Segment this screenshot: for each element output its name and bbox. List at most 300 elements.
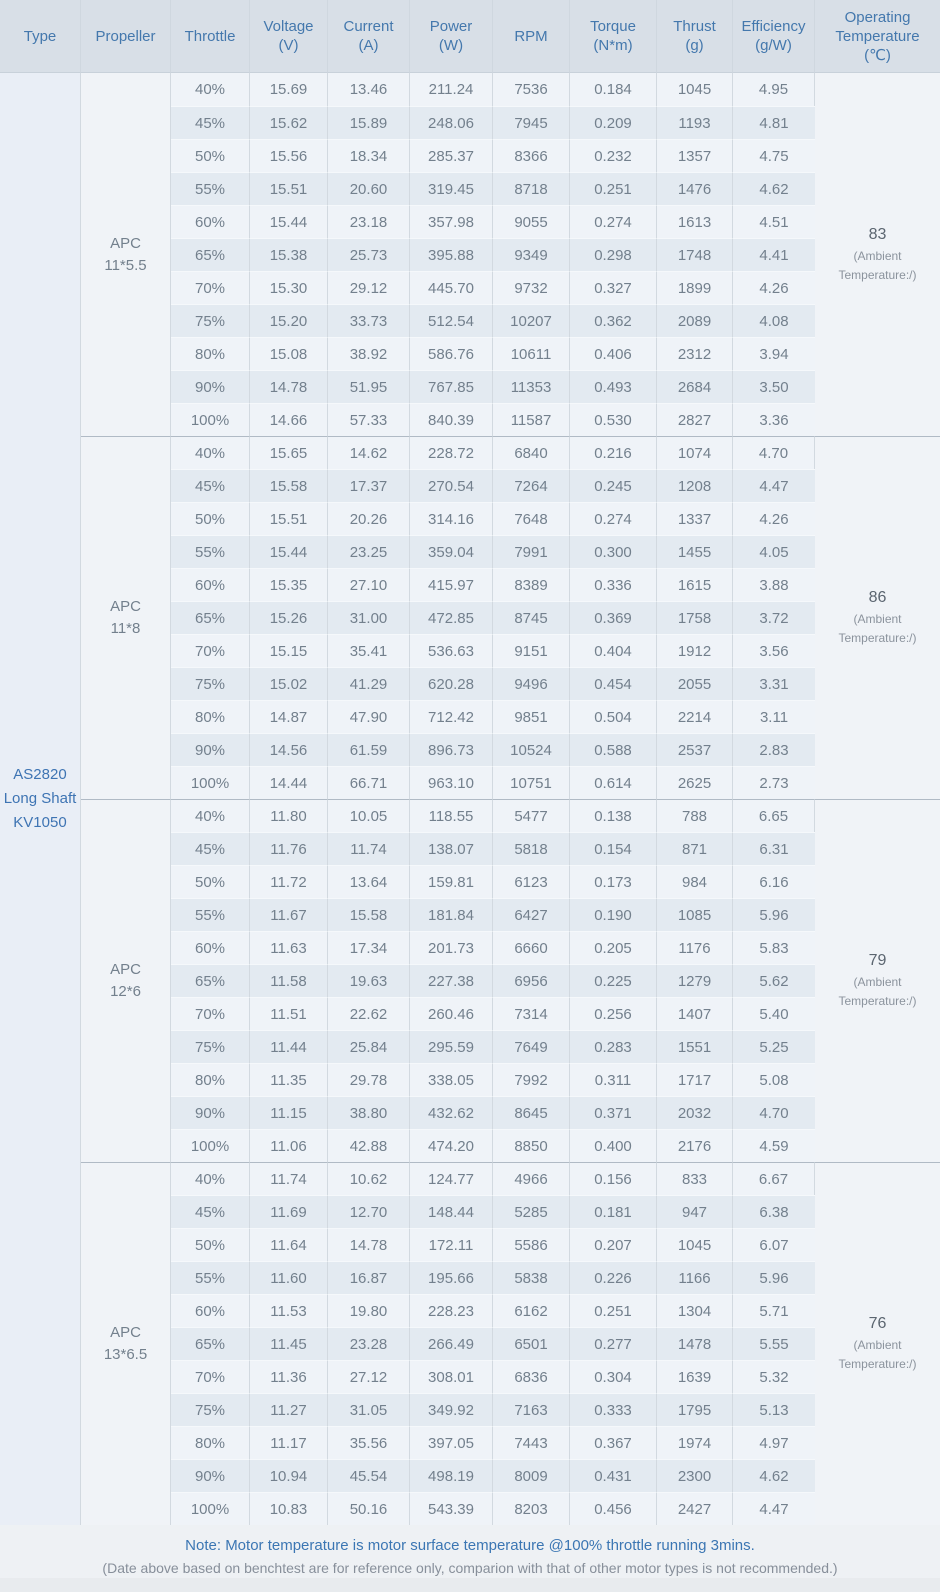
cell-rpm: 9496 bbox=[493, 667, 570, 700]
cell-current: 18.34 bbox=[328, 139, 410, 172]
cell-torque: 0.406 bbox=[570, 337, 657, 370]
cell-voltage: 11.74 bbox=[250, 1162, 328, 1195]
cell-voltage: 11.15 bbox=[250, 1096, 328, 1129]
cell-voltage: 15.58 bbox=[250, 469, 328, 502]
cell-throttle: 70% bbox=[171, 271, 250, 304]
cell-voltage: 11.44 bbox=[250, 1030, 328, 1063]
cell-efficiency: 5.83 bbox=[733, 931, 815, 964]
cell-thrust: 1085 bbox=[657, 898, 733, 931]
cell-rpm: 7314 bbox=[493, 997, 570, 1030]
cell-rpm: 6123 bbox=[493, 865, 570, 898]
cell-throttle: 65% bbox=[171, 238, 250, 271]
cell-current: 19.63 bbox=[328, 964, 410, 997]
cell-voltage: 15.02 bbox=[250, 667, 328, 700]
cell-power: 138.07 bbox=[410, 832, 493, 865]
cell-power: 228.23 bbox=[410, 1294, 493, 1327]
temperature-value: 76 bbox=[868, 1315, 887, 1332]
cell-power: 201.73 bbox=[410, 931, 493, 964]
cell-thrust: 1045 bbox=[657, 73, 733, 106]
cell-thrust: 833 bbox=[657, 1162, 733, 1195]
cell-voltage: 15.56 bbox=[250, 139, 328, 172]
cell-torque: 0.226 bbox=[570, 1261, 657, 1294]
cell-voltage: 14.44 bbox=[250, 766, 328, 799]
cell-efficiency: 6.67 bbox=[733, 1162, 815, 1195]
cell-current: 29.12 bbox=[328, 271, 410, 304]
cell-power: 445.70 bbox=[410, 271, 493, 304]
cell-throttle: 90% bbox=[171, 370, 250, 403]
cell-torque: 0.298 bbox=[570, 238, 657, 271]
cell-power: 248.06 bbox=[410, 106, 493, 139]
cell-rpm: 7648 bbox=[493, 502, 570, 535]
cell-thrust: 1176 bbox=[657, 931, 733, 964]
cell-power: 260.46 bbox=[410, 997, 493, 1030]
cell-power: 432.62 bbox=[410, 1096, 493, 1129]
cell-power: 498.19 bbox=[410, 1459, 493, 1492]
cell-voltage: 11.80 bbox=[250, 799, 328, 832]
cell-rpm: 6836 bbox=[493, 1360, 570, 1393]
table-row bbox=[0, 73, 940, 106]
cell-thrust: 1357 bbox=[657, 139, 733, 172]
cell-current: 20.26 bbox=[328, 502, 410, 535]
cell-efficiency: 5.25 bbox=[733, 1030, 815, 1063]
cell-thrust: 2312 bbox=[657, 337, 733, 370]
cell-torque: 0.371 bbox=[570, 1096, 657, 1129]
cell-throttle: 65% bbox=[171, 964, 250, 997]
cell-efficiency: 4.08 bbox=[733, 304, 815, 337]
cell-voltage: 11.64 bbox=[250, 1228, 328, 1261]
cell-thrust: 2827 bbox=[657, 403, 733, 436]
temperature-value: 86 bbox=[868, 589, 887, 606]
cell-current: 31.05 bbox=[328, 1393, 410, 1426]
cell-thrust: 1551 bbox=[657, 1030, 733, 1063]
cell-efficiency: 2.73 bbox=[733, 766, 815, 799]
cell-torque: 0.404 bbox=[570, 634, 657, 667]
cell-voltage: 15.51 bbox=[250, 502, 328, 535]
cell-efficiency: 4.05 bbox=[733, 535, 815, 568]
cell-voltage: 11.67 bbox=[250, 898, 328, 931]
cell-power: 536.63 bbox=[410, 634, 493, 667]
cell-rpm: 6501 bbox=[493, 1327, 570, 1360]
cell-efficiency: 4.26 bbox=[733, 502, 815, 535]
cell-power: 767.85 bbox=[410, 370, 493, 403]
cell-efficiency: 4.47 bbox=[733, 469, 815, 502]
table-row bbox=[0, 436, 940, 469]
table-row bbox=[0, 799, 940, 832]
cell-power: 266.49 bbox=[410, 1327, 493, 1360]
cell-throttle: 75% bbox=[171, 304, 250, 337]
cell-torque: 0.493 bbox=[570, 370, 657, 403]
table-header bbox=[0, 0, 940, 73]
cell-throttle: 40% bbox=[171, 436, 250, 469]
cell-voltage: 15.38 bbox=[250, 238, 328, 271]
cell-power: 349.92 bbox=[410, 1393, 493, 1426]
cell-throttle: 100% bbox=[171, 766, 250, 799]
cell-efficiency: 5.13 bbox=[733, 1393, 815, 1426]
cell-thrust: 984 bbox=[657, 865, 733, 898]
table-row bbox=[0, 1162, 940, 1195]
cell-power: 181.84 bbox=[410, 898, 493, 931]
cell-voltage: 10.83 bbox=[250, 1492, 328, 1525]
cell-efficiency: 3.88 bbox=[733, 568, 815, 601]
cell-efficiency: 2.83 bbox=[733, 733, 815, 766]
cell-throttle: 80% bbox=[171, 1063, 250, 1096]
cell-current: 17.37 bbox=[328, 469, 410, 502]
cell-throttle: 100% bbox=[171, 1129, 250, 1162]
cell-throttle: 90% bbox=[171, 733, 250, 766]
cell-power: 338.05 bbox=[410, 1063, 493, 1096]
cell-thrust: 1615 bbox=[657, 568, 733, 601]
column-header-torque: Torque (N*m) bbox=[570, 0, 657, 73]
cell-thrust: 2089 bbox=[657, 304, 733, 337]
cell-thrust: 1337 bbox=[657, 502, 733, 535]
cell-voltage: 11.45 bbox=[250, 1327, 328, 1360]
cell-power: 314.16 bbox=[410, 502, 493, 535]
cell-thrust: 1304 bbox=[657, 1294, 733, 1327]
cell-throttle: 40% bbox=[171, 73, 250, 106]
propeller-cell: APC 12*6 bbox=[81, 799, 171, 1162]
cell-power: 357.98 bbox=[410, 205, 493, 238]
column-header-rpm: RPM bbox=[493, 0, 570, 73]
cell-thrust: 788 bbox=[657, 799, 733, 832]
cell-efficiency: 4.95 bbox=[733, 73, 815, 106]
ambient-temperature-note: (Ambient bbox=[853, 1338, 902, 1352]
cell-throttle: 75% bbox=[171, 1030, 250, 1063]
cell-thrust: 2537 bbox=[657, 733, 733, 766]
cell-torque: 0.456 bbox=[570, 1492, 657, 1525]
cell-rpm: 8850 bbox=[493, 1129, 570, 1162]
cell-voltage: 11.69 bbox=[250, 1195, 328, 1228]
cell-power: 159.81 bbox=[410, 865, 493, 898]
cell-thrust: 1279 bbox=[657, 964, 733, 997]
cell-throttle: 60% bbox=[171, 205, 250, 238]
cell-voltage: 15.62 bbox=[250, 106, 328, 139]
cell-rpm: 6660 bbox=[493, 931, 570, 964]
cell-thrust: 2176 bbox=[657, 1129, 733, 1162]
cell-voltage: 11.17 bbox=[250, 1426, 328, 1459]
cell-power: 308.01 bbox=[410, 1360, 493, 1393]
cell-efficiency: 4.26 bbox=[733, 271, 815, 304]
column-header-thrust: Thrust (g) bbox=[657, 0, 733, 73]
cell-thrust: 2684 bbox=[657, 370, 733, 403]
cell-current: 15.58 bbox=[328, 898, 410, 931]
cell-throttle: 55% bbox=[171, 898, 250, 931]
cell-efficiency: 4.51 bbox=[733, 205, 815, 238]
bottom-strip bbox=[0, 1578, 940, 1592]
cell-current: 20.60 bbox=[328, 172, 410, 205]
cell-current: 25.84 bbox=[328, 1030, 410, 1063]
cell-thrust: 2055 bbox=[657, 667, 733, 700]
cell-rpm: 6840 bbox=[493, 436, 570, 469]
cell-efficiency: 6.16 bbox=[733, 865, 815, 898]
operating-temperature-cell bbox=[815, 799, 940, 1162]
cell-thrust: 1974 bbox=[657, 1426, 733, 1459]
cell-throttle: 70% bbox=[171, 634, 250, 667]
ambient-temperature-note: Temperature:/) bbox=[838, 994, 917, 1008]
cell-torque: 0.369 bbox=[570, 601, 657, 634]
cell-current: 35.41 bbox=[328, 634, 410, 667]
cell-efficiency: 6.31 bbox=[733, 832, 815, 865]
cell-torque: 0.216 bbox=[570, 436, 657, 469]
cell-throttle: 45% bbox=[171, 832, 250, 865]
cell-voltage: 11.36 bbox=[250, 1360, 328, 1393]
cell-thrust: 1795 bbox=[657, 1393, 733, 1426]
cell-current: 41.29 bbox=[328, 667, 410, 700]
propeller-cell: APC 13*6.5 bbox=[81, 1162, 171, 1525]
cell-rpm: 6956 bbox=[493, 964, 570, 997]
cell-torque: 0.400 bbox=[570, 1129, 657, 1162]
cell-torque: 0.588 bbox=[570, 733, 657, 766]
cell-power: 270.54 bbox=[410, 469, 493, 502]
cell-throttle: 80% bbox=[171, 1426, 250, 1459]
column-header-current: Current (A) bbox=[328, 0, 410, 73]
cell-voltage: 10.94 bbox=[250, 1459, 328, 1492]
cell-throttle: 60% bbox=[171, 568, 250, 601]
cell-voltage: 11.60 bbox=[250, 1261, 328, 1294]
cell-torque: 0.181 bbox=[570, 1195, 657, 1228]
cell-efficiency: 4.75 bbox=[733, 139, 815, 172]
cell-power: 620.28 bbox=[410, 667, 493, 700]
cell-throttle: 75% bbox=[171, 1393, 250, 1426]
cell-current: 27.10 bbox=[328, 568, 410, 601]
cell-efficiency: 5.32 bbox=[733, 1360, 815, 1393]
cell-thrust: 1478 bbox=[657, 1327, 733, 1360]
cell-current: 13.46 bbox=[328, 73, 410, 106]
cell-current: 10.62 bbox=[328, 1162, 410, 1195]
cell-current: 25.73 bbox=[328, 238, 410, 271]
cell-throttle: 70% bbox=[171, 997, 250, 1030]
cell-rpm: 8009 bbox=[493, 1459, 570, 1492]
cell-current: 16.87 bbox=[328, 1261, 410, 1294]
cell-rpm: 5818 bbox=[493, 832, 570, 865]
cell-power: 359.04 bbox=[410, 535, 493, 568]
cell-throttle: 50% bbox=[171, 865, 250, 898]
cell-thrust: 1899 bbox=[657, 271, 733, 304]
cell-rpm: 10611 bbox=[493, 337, 570, 370]
cell-rpm: 8718 bbox=[493, 172, 570, 205]
cell-rpm: 5586 bbox=[493, 1228, 570, 1261]
cell-thrust: 1074 bbox=[657, 436, 733, 469]
cell-efficiency: 4.47 bbox=[733, 1492, 815, 1525]
cell-throttle: 55% bbox=[171, 172, 250, 205]
cell-throttle: 50% bbox=[171, 502, 250, 535]
cell-current: 14.78 bbox=[328, 1228, 410, 1261]
cell-torque: 0.277 bbox=[570, 1327, 657, 1360]
operating-temperature-cell bbox=[815, 73, 940, 436]
cell-rpm: 8745 bbox=[493, 601, 570, 634]
cell-current: 42.88 bbox=[328, 1129, 410, 1162]
cell-rpm: 7443 bbox=[493, 1426, 570, 1459]
cell-efficiency: 3.36 bbox=[733, 403, 815, 436]
cell-torque: 0.225 bbox=[570, 964, 657, 997]
cell-efficiency: 5.08 bbox=[733, 1063, 815, 1096]
cell-efficiency: 5.40 bbox=[733, 997, 815, 1030]
cell-power: 211.24 bbox=[410, 73, 493, 106]
cell-rpm: 7991 bbox=[493, 535, 570, 568]
cell-thrust: 1045 bbox=[657, 1228, 733, 1261]
cell-efficiency: 4.62 bbox=[733, 1459, 815, 1492]
cell-thrust: 1717 bbox=[657, 1063, 733, 1096]
propeller-cell: APC 11*8 bbox=[81, 436, 171, 799]
cell-rpm: 7649 bbox=[493, 1030, 570, 1063]
cell-rpm: 8366 bbox=[493, 139, 570, 172]
propeller-cell: APC 11*5.5 bbox=[81, 73, 171, 436]
cell-rpm: 7536 bbox=[493, 73, 570, 106]
cell-throttle: 75% bbox=[171, 667, 250, 700]
cell-current: 11.74 bbox=[328, 832, 410, 865]
cell-thrust: 1476 bbox=[657, 172, 733, 205]
cell-voltage: 11.06 bbox=[250, 1129, 328, 1162]
cell-efficiency: 4.62 bbox=[733, 172, 815, 205]
cell-current: 15.89 bbox=[328, 106, 410, 139]
cell-rpm: 8203 bbox=[493, 1492, 570, 1525]
cell-voltage: 15.26 bbox=[250, 601, 328, 634]
cell-thrust: 871 bbox=[657, 832, 733, 865]
cell-power: 295.59 bbox=[410, 1030, 493, 1063]
cell-torque: 0.311 bbox=[570, 1063, 657, 1096]
temperature-value: 79 bbox=[868, 952, 887, 969]
cell-voltage: 11.58 bbox=[250, 964, 328, 997]
cell-power: 285.37 bbox=[410, 139, 493, 172]
cell-thrust: 1208 bbox=[657, 469, 733, 502]
header-row bbox=[0, 0, 940, 73]
cell-thrust: 1455 bbox=[657, 535, 733, 568]
cell-power: 124.77 bbox=[410, 1162, 493, 1195]
ambient-temperature-note: (Ambient bbox=[853, 248, 902, 263]
cell-current: 29.78 bbox=[328, 1063, 410, 1096]
cell-rpm: 6427 bbox=[493, 898, 570, 931]
cell-efficiency: 5.71 bbox=[733, 1294, 815, 1327]
cell-rpm: 7264 bbox=[493, 469, 570, 502]
cell-rpm: 9732 bbox=[493, 271, 570, 304]
operating-temperature-cell bbox=[815, 1162, 940, 1525]
cell-rpm: 9851 bbox=[493, 700, 570, 733]
cell-rpm: 6162 bbox=[493, 1294, 570, 1327]
cell-voltage: 11.35 bbox=[250, 1063, 328, 1096]
cell-throttle: 55% bbox=[171, 535, 250, 568]
cell-efficiency: 3.94 bbox=[733, 337, 815, 370]
ambient-temperature-note: (Ambient bbox=[853, 975, 902, 989]
cell-power: 896.73 bbox=[410, 733, 493, 766]
cell-voltage: 15.15 bbox=[250, 634, 328, 667]
cell-voltage: 15.44 bbox=[250, 205, 328, 238]
cell-throttle: 80% bbox=[171, 337, 250, 370]
cell-throttle: 100% bbox=[171, 1492, 250, 1525]
cell-torque: 0.245 bbox=[570, 469, 657, 502]
cell-current: 23.18 bbox=[328, 205, 410, 238]
cell-thrust: 2300 bbox=[657, 1459, 733, 1492]
ambient-temperature-note: Temperature:/) bbox=[838, 1357, 917, 1371]
cell-throttle: 65% bbox=[171, 1327, 250, 1360]
cell-voltage: 15.65 bbox=[250, 436, 328, 469]
cell-torque: 0.232 bbox=[570, 139, 657, 172]
cell-torque: 0.251 bbox=[570, 1294, 657, 1327]
cell-thrust: 947 bbox=[657, 1195, 733, 1228]
cell-power: 586.76 bbox=[410, 337, 493, 370]
column-header-throttle: Throttle bbox=[171, 0, 250, 73]
cell-efficiency: 5.96 bbox=[733, 1261, 815, 1294]
column-header-power: Power (W) bbox=[410, 0, 493, 73]
cell-current: 10.05 bbox=[328, 799, 410, 832]
cell-rpm: 7992 bbox=[493, 1063, 570, 1096]
cell-torque: 0.431 bbox=[570, 1459, 657, 1492]
column-header-efficiency: Efficiency (g/W) bbox=[733, 0, 815, 73]
cell-torque: 0.530 bbox=[570, 403, 657, 436]
cell-rpm: 7945 bbox=[493, 106, 570, 139]
cell-power: 415.97 bbox=[410, 568, 493, 601]
cell-throttle: 60% bbox=[171, 1294, 250, 1327]
cell-torque: 0.256 bbox=[570, 997, 657, 1030]
cell-efficiency: 3.56 bbox=[733, 634, 815, 667]
cell-throttle: 90% bbox=[171, 1459, 250, 1492]
cell-current: 45.54 bbox=[328, 1459, 410, 1492]
cell-thrust: 1912 bbox=[657, 634, 733, 667]
cell-voltage: 14.87 bbox=[250, 700, 328, 733]
cell-throttle: 55% bbox=[171, 1261, 250, 1294]
cell-power: 397.05 bbox=[410, 1426, 493, 1459]
cell-current: 23.28 bbox=[328, 1327, 410, 1360]
cell-throttle: 45% bbox=[171, 106, 250, 139]
cell-power: 148.44 bbox=[410, 1195, 493, 1228]
cell-current: 23.25 bbox=[328, 535, 410, 568]
cell-power: 195.66 bbox=[410, 1261, 493, 1294]
cell-current: 47.90 bbox=[328, 700, 410, 733]
cell-torque: 0.190 bbox=[570, 898, 657, 931]
cell-current: 27.12 bbox=[328, 1360, 410, 1393]
cell-thrust: 2214 bbox=[657, 700, 733, 733]
cell-rpm: 10207 bbox=[493, 304, 570, 337]
cell-current: 22.62 bbox=[328, 997, 410, 1030]
cell-torque: 0.333 bbox=[570, 1393, 657, 1426]
temperature-value: 83 bbox=[868, 225, 887, 243]
cell-throttle: 65% bbox=[171, 601, 250, 634]
cell-efficiency: 3.72 bbox=[733, 601, 815, 634]
cell-current: 66.71 bbox=[328, 766, 410, 799]
cell-torque: 0.614 bbox=[570, 766, 657, 799]
cell-torque: 0.300 bbox=[570, 535, 657, 568]
table-body bbox=[0, 73, 940, 1525]
cell-rpm: 9349 bbox=[493, 238, 570, 271]
cell-power: 319.45 bbox=[410, 172, 493, 205]
cell-thrust: 1613 bbox=[657, 205, 733, 238]
cell-efficiency: 3.50 bbox=[733, 370, 815, 403]
cell-rpm: 8645 bbox=[493, 1096, 570, 1129]
cell-power: 712.42 bbox=[410, 700, 493, 733]
cell-efficiency: 4.70 bbox=[733, 436, 815, 469]
cell-torque: 0.184 bbox=[570, 73, 657, 106]
cell-rpm: 11587 bbox=[493, 403, 570, 436]
cell-voltage: 11.53 bbox=[250, 1294, 328, 1327]
cell-voltage: 11.51 bbox=[250, 997, 328, 1030]
cell-voltage: 15.44 bbox=[250, 535, 328, 568]
cell-current: 61.59 bbox=[328, 733, 410, 766]
cell-voltage: 15.30 bbox=[250, 271, 328, 304]
cell-efficiency: 4.59 bbox=[733, 1129, 815, 1162]
cell-throttle: 90% bbox=[171, 1096, 250, 1129]
cell-throttle: 45% bbox=[171, 1195, 250, 1228]
ambient-temperature-note: Temperature:/) bbox=[838, 267, 917, 282]
cell-throttle: 40% bbox=[171, 799, 250, 832]
cell-voltage: 15.20 bbox=[250, 304, 328, 337]
cell-torque: 0.283 bbox=[570, 1030, 657, 1063]
cell-voltage: 11.63 bbox=[250, 931, 328, 964]
column-header-type: Type bbox=[0, 0, 81, 73]
cell-power: 228.72 bbox=[410, 436, 493, 469]
cell-thrust: 1639 bbox=[657, 1360, 733, 1393]
cell-torque: 0.367 bbox=[570, 1426, 657, 1459]
cell-voltage: 14.78 bbox=[250, 370, 328, 403]
cell-rpm: 10751 bbox=[493, 766, 570, 799]
note-disclaimer: (Date above based on benchtest are for reference only, comparion with that of other motor types is not recommended.) bbox=[102, 1560, 838, 1576]
